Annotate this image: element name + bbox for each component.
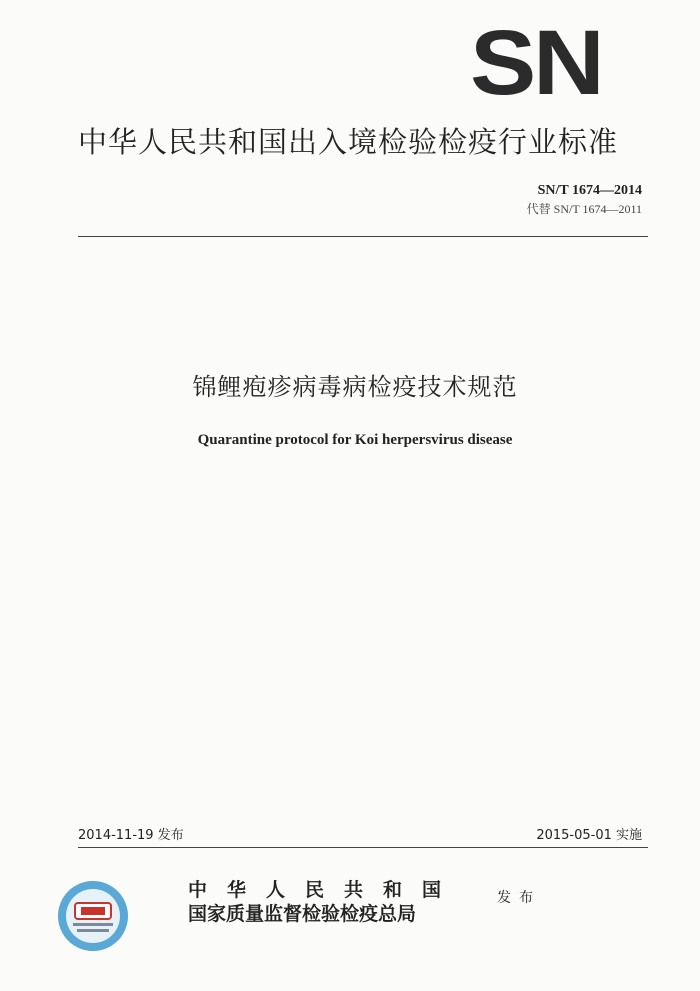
bottom-divider <box>78 847 648 848</box>
publish-label: 发布 <box>497 890 541 906</box>
document-title-english: Quarantine protocol for Koi herpersvirus disease <box>197 432 513 448</box>
issuer-agency: 国家质量监督检验检疫总局 <box>188 903 417 925</box>
seal-text-line <box>73 923 113 926</box>
industry-title: 中华人民共和国出入境检验检疫行业标准 <box>78 125 619 159</box>
sn-logo: SN <box>470 12 602 114</box>
replaces-standard: 代替 SN/T 1674—2011 <box>526 202 642 216</box>
standard-number: SN/T 1674—2014 <box>537 183 642 198</box>
seal-text-line <box>77 929 109 932</box>
implementation-date: 2015-05-01 实施 <box>536 828 642 843</box>
top-divider <box>78 236 648 237</box>
anti-counterfeit-seal-icon <box>57 880 129 952</box>
seal-emblem-mark <box>81 907 105 915</box>
document-title-chinese: 锦鲤疱疹病毒病检疫技术规范 <box>192 373 518 401</box>
issuer-country: 中华人民共和国 <box>188 879 462 901</box>
issue-date: 2014-11-19 发布 <box>78 828 184 843</box>
